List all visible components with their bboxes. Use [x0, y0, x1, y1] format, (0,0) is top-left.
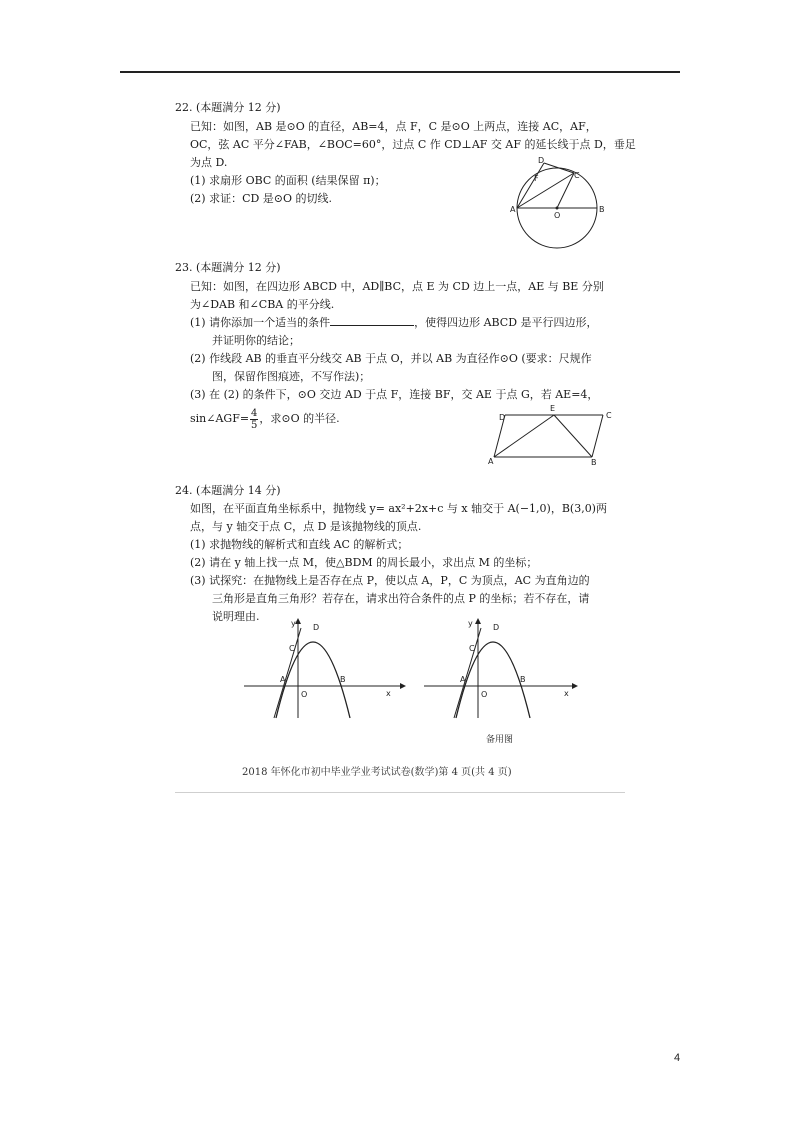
label-b: B [591, 458, 597, 467]
q22-circle-figure [510, 155, 630, 255]
fraction-numerator: 4 [251, 407, 258, 419]
label-a: A [488, 457, 494, 466]
label-x: x [386, 689, 391, 698]
q22-line: 为点 D. [190, 156, 228, 169]
label-c: C [289, 644, 295, 653]
label-o: O [554, 211, 561, 220]
q22-title: 22. (本题满分 12 分) [175, 101, 281, 114]
q24-parabola-graph [240, 618, 410, 723]
label-f: F [534, 174, 539, 183]
label-d: D [499, 413, 506, 422]
q24-line: (2) 请在 y 轴上找一点 M，使△BDM 的周长最小，求出点 M 的坐标； [190, 556, 538, 569]
bottom-rule [175, 792, 625, 793]
label-y: y [468, 619, 473, 628]
label-c: C [574, 171, 580, 180]
label-d: D [313, 623, 320, 632]
fraction [250, 408, 258, 431]
q24-line: 点，与 y 轴交于点 C，点 D 是该抛物线的顶点. [190, 520, 422, 533]
q22-line: 已知：如图，AB 是⊙O 的直径，AB=4，点 F，C 是⊙O 上两点，连接 AC，AF， [190, 120, 597, 133]
label-a: A [280, 675, 286, 684]
label-b: B [599, 205, 605, 214]
label-b: B [340, 675, 346, 684]
q24-line: 说明理由. [212, 610, 260, 623]
label-e: E [550, 404, 556, 413]
label-a: A [510, 205, 516, 214]
label-o: O [301, 690, 308, 699]
label-c: C [606, 411, 612, 420]
q22-line: OC，弦 AC 平分∠FAB，∠BOC=60°，过点 C 作 CD⊥AF 交 AF 的延长线于点 D，垂足 [190, 138, 636, 151]
q23-part1-line2: 并证明你的结论； [212, 334, 300, 347]
q24-spare-graph [420, 618, 590, 723]
label-d: D [538, 156, 545, 165]
q24-line: 三角形是直角三角形？若存在，请求出符合条件的点 P 的坐标；若不存在，请 [212, 592, 590, 605]
q23-part2-line2: 图，保留作图痕迹，不写作法)； [212, 370, 371, 383]
q23-line: 为∠DAB 和∠CBA 的平分线. [190, 298, 335, 311]
q23-quadrilateral-figure [485, 400, 625, 470]
q23-part2: (2) 作线段 AB 的垂直平分线交 AB 于点 O，并以 AB 为直径作⊙O (要求：尺规作 [190, 352, 592, 365]
q24-title: 24. (本题满分 14 分) [175, 484, 281, 497]
top-rule [120, 71, 680, 73]
answer-blank [330, 315, 414, 326]
q23-part1-text: (1) 请你添加一个适当的条件 [190, 316, 331, 329]
q23-title: 23. (本题满分 12 分) [175, 261, 281, 274]
q23-part3-line2 [190, 407, 340, 431]
fraction-denominator: 5 [251, 419, 258, 431]
q23-part3-text: ，求⊙O 的半径. [259, 412, 340, 425]
q23-line: 已知：如图，在四边形 ABCD 中，AD∥BC，点 E 为 CD 边上一点，AE 与 BE 分别 [190, 280, 604, 293]
label-x: x [564, 689, 569, 698]
q24-line: (3) 试探究：在抛物线上是否存在点 P，使以点 A，P，C 为顶点，AC 为直角边的 [190, 574, 590, 587]
label-y: y [291, 619, 296, 628]
q23-part1-text: ，使得四边形 ABCD 是平行四边形， [414, 316, 598, 329]
q22-part1: (1) 求扇形 OBC 的面积 (结果保留 π)； [190, 174, 386, 187]
label-b: B [520, 675, 526, 684]
q22-part2: (2) 求证：CD 是⊙O 的切线. [190, 192, 333, 205]
label-c: C [469, 644, 475, 653]
spare-graph-caption: 备用图 [486, 735, 514, 745]
label-d: D [493, 623, 500, 632]
page-footer: 2018 年怀化市初中毕业学业考试试卷(数学)第 4 页(共 4 页) [242, 767, 512, 778]
q24-line: (1) 求抛物线的解析式和直线 AC 的解析式； [190, 538, 409, 551]
q23-part3: (3) 在 (2) 的条件下，⊙O 交边 AD 于点 F，连接 BF，交 AE 于点 G，若 AE=4， [190, 388, 599, 401]
label-a: A [460, 675, 466, 684]
q24-line: 如图，在平面直角坐标系中，抛物线 y= ax²+2x+c 与 x 轴交于 A(−1,0)，B(3,0)两 [190, 502, 607, 515]
label-o: O [481, 690, 488, 699]
q23-sin: sin∠AGF= [190, 412, 250, 425]
page-number: 4 [674, 1052, 681, 1064]
q23-part1 [190, 315, 598, 331]
